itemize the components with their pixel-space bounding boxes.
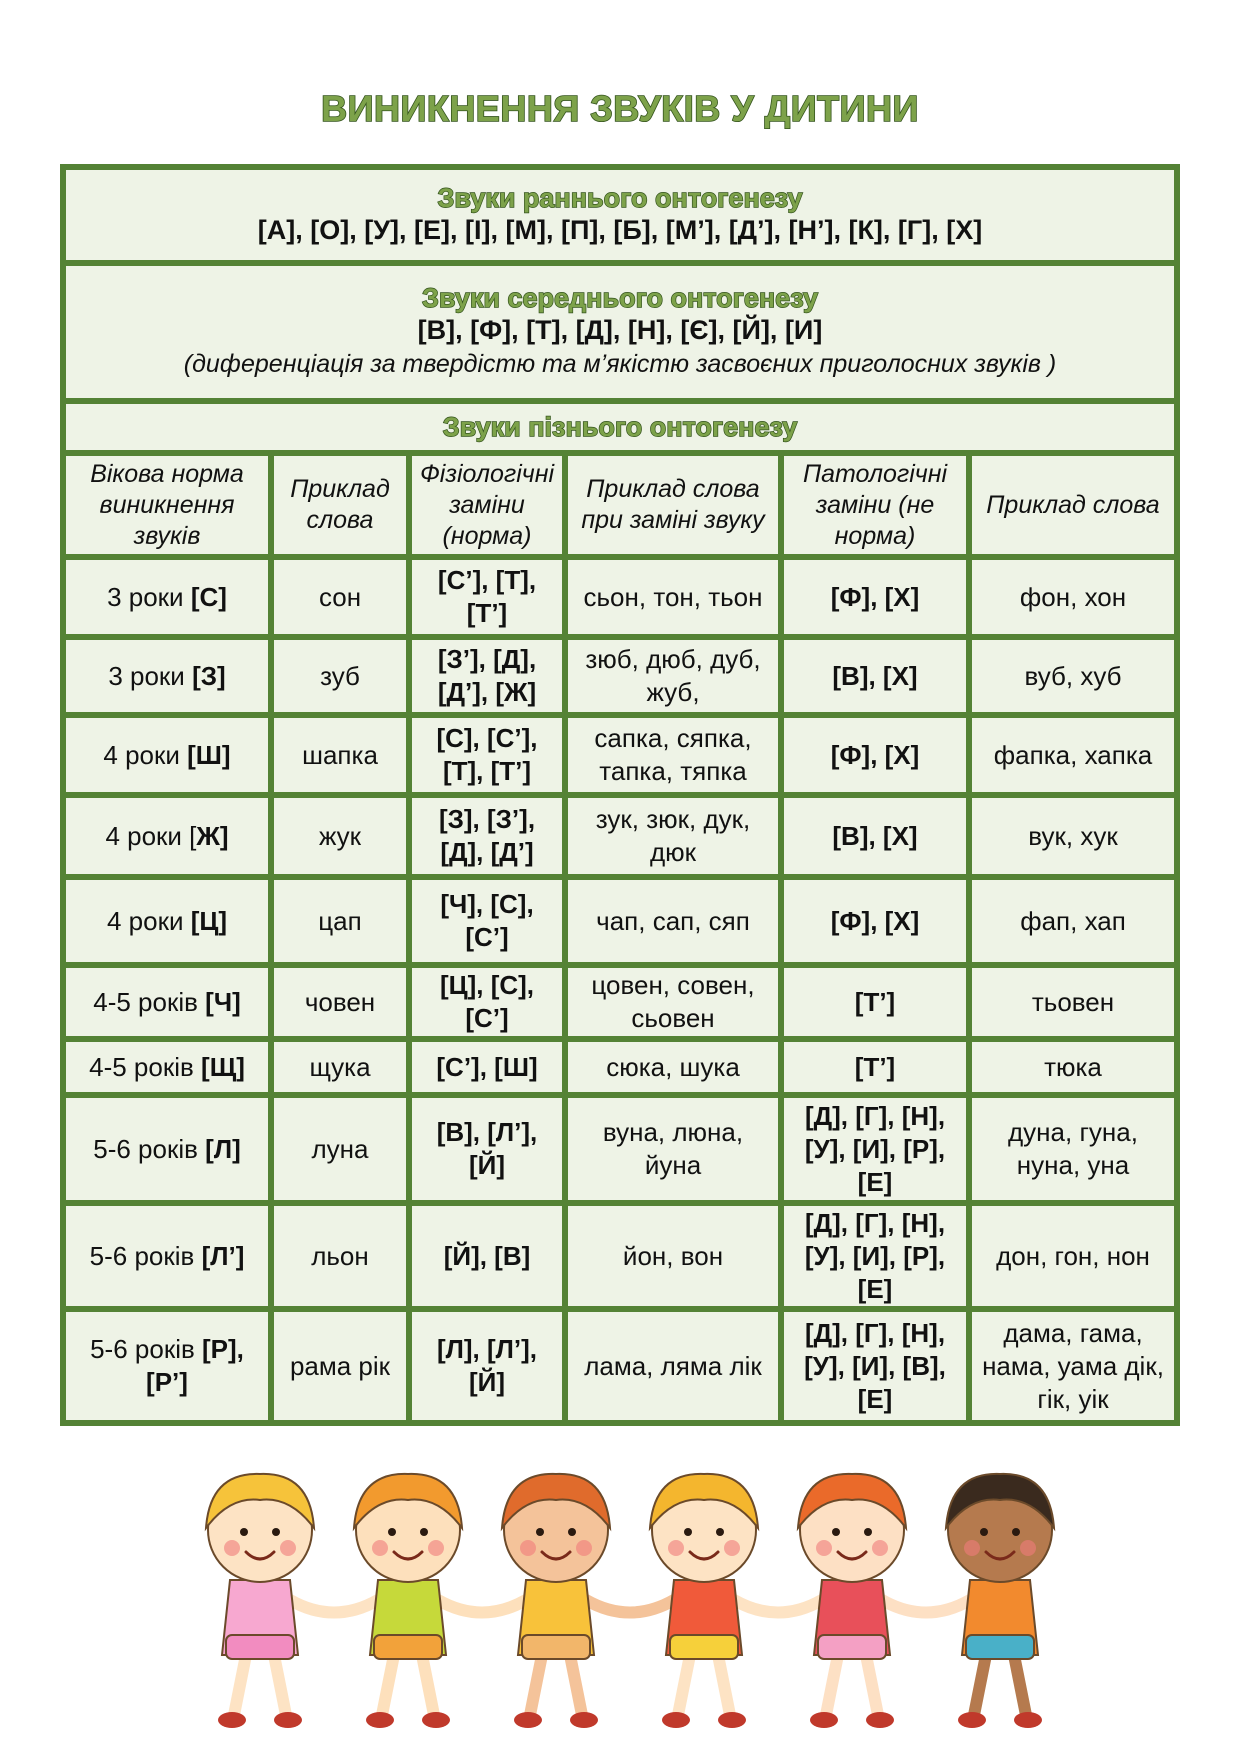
early-ontogenesis-block <box>66 170 1174 260</box>
physiological-substitution-cell: [В], [Л’], [Й] <box>412 1098 562 1200</box>
example-word-cell: зуб <box>274 640 406 712</box>
age-label: 5-6 років <box>90 1334 203 1364</box>
physiological-substitution-cell: [З’], [Д], [Д’], [Ж] <box>412 640 562 712</box>
pathological-substitution-cell: [В], [Х] <box>784 640 966 712</box>
age-label: 4-5 років <box>89 1051 202 1082</box>
pathological-example-cell: фапка, хапка <box>972 718 1174 792</box>
early-sounds: [А], [О], [У], [Е], [І], [М], [П], [Б], [М’], [Д’], [Н’], [К], [Г], [Х] <box>257 215 983 245</box>
age-label: 4-5 років <box>93 986 206 1017</box>
pathological-substitution-cell: [Ф], [Х] <box>784 560 966 634</box>
age-norm-cell <box>66 1042 268 1092</box>
children-holding-hands-illustration <box>185 1450 1075 1740</box>
age-norm-cell <box>66 640 268 712</box>
example-word-cell: рама рік <box>274 1312 406 1420</box>
physiological-example-cell: лама, ляма лік <box>568 1312 778 1420</box>
middle-sounds: [В], [Ф], [Т], [Д], [Н], [Є], [Й], [И] <box>417 315 823 345</box>
pathological-example-cell: дама, гама, нама, уама дік, гік, уік <box>972 1312 1174 1420</box>
physiological-example-cell: чап, сап, сяп <box>568 880 778 962</box>
target-sound: Ж] <box>196 820 229 851</box>
physiological-substitution-cell: [Й], [В] <box>412 1206 562 1306</box>
page-title: ВИНИКНЕННЯ ЗВУКІВ У ДИТИНИ <box>321 88 919 129</box>
example-word-cell: щука <box>274 1042 406 1092</box>
age-norm-cell <box>66 1206 268 1306</box>
age-norm-cell <box>66 1098 268 1200</box>
target-sound: [Ц] <box>190 905 228 936</box>
physiological-example-cell: зюб, дюб, дуб, жуб, <box>568 640 778 712</box>
physiological-example-cell: сюка, шука <box>568 1042 778 1092</box>
early-heading: Звуки раннього онтогенезу <box>437 183 803 213</box>
pathological-example-cell: дон, гон, нон <box>972 1206 1174 1306</box>
pathological-substitution-cell: [В], [Х] <box>784 798 966 874</box>
target-sound: [З] <box>192 660 226 691</box>
middle-ontogenesis-block <box>66 266 1174 398</box>
pathological-example-cell: фон, хон <box>972 560 1174 634</box>
pathological-example-cell: дуна, гуна, нуна, уна <box>972 1098 1174 1200</box>
target-sound: [Щ] <box>201 1051 245 1082</box>
pathological-substitution-cell: [Т’] <box>784 1042 966 1092</box>
physiological-substitution-cell: [С’], [Т], [Т’] <box>412 560 562 634</box>
target-sound: [Ш] <box>187 739 231 770</box>
age-label: 5-6 років <box>89 1240 202 1271</box>
target-sound: [Л’] <box>201 1240 245 1271</box>
middle-heading: Звуки середнього онтогенезу <box>422 283 818 313</box>
pathological-example-cell: фап, хап <box>972 880 1174 962</box>
pathological-substitution-cell: [Ф], [Х] <box>784 718 966 792</box>
age-label: 3 роки <box>107 581 191 612</box>
column-header: Патологічні заміни (не норма) <box>784 456 966 554</box>
late-ontogenesis-heading-block <box>66 404 1174 450</box>
physiological-example-cell: йон, вон <box>568 1206 778 1306</box>
target-sound: [С] <box>190 581 227 612</box>
example-word-cell: човен <box>274 968 406 1036</box>
age-label: 5-6 років <box>93 1133 206 1164</box>
pathological-example-cell: вуб, хуб <box>972 640 1174 712</box>
target-sound: [Ч] <box>205 986 241 1017</box>
physiological-substitution-cell: [Ц], [С], [С’] <box>412 968 562 1036</box>
example-word-cell: льон <box>274 1206 406 1306</box>
age-label: 4 роки <box>103 739 188 770</box>
column-header: Вікова норма виникнення звуків <box>66 456 268 554</box>
physiological-example-cell: зук, зюк, дук, дюк <box>568 798 778 874</box>
age-norm-cell <box>66 880 268 962</box>
example-word-cell: жук <box>274 798 406 874</box>
sounds-table <box>60 164 1180 1426</box>
pathological-substitution-cell: [Д], [Г], [Н], [У], [И], [Р], [Е] <box>784 1098 966 1200</box>
target-sound: [Р], [Р’] <box>146 1334 252 1397</box>
age-norm-cell <box>66 718 268 792</box>
example-word-cell: сон <box>274 560 406 634</box>
example-word-cell: цап <box>274 880 406 962</box>
physiological-substitution-cell: [Л], [Л’], [Й] <box>412 1312 562 1420</box>
column-header: Приклад слова <box>274 456 406 554</box>
physiological-example-cell: сьон, тон, тьон <box>568 560 778 634</box>
pathological-example-cell: вук, хук <box>972 798 1174 874</box>
physiological-example-cell: цовен, совен, сьовен <box>568 968 778 1036</box>
physiological-substitution-cell: [З], [З’], [Д], [Д’] <box>412 798 562 874</box>
pathological-substitution-cell: [Ф], [Х] <box>784 880 966 962</box>
physiological-substitution-cell: [Ч], [С], [С’] <box>412 880 562 962</box>
pathological-substitution-cell: [Д], [Г], [Н], [У], [И], [Р], [Е] <box>784 1206 966 1306</box>
age-norm-cell <box>66 798 268 874</box>
pathological-substitution-cell: [Т’] <box>784 968 966 1036</box>
physiological-substitution-cell: [С’], [Ш] <box>412 1042 562 1092</box>
pathological-example-cell: тьовен <box>972 968 1174 1036</box>
example-word-cell: луна <box>274 1098 406 1200</box>
pathological-example-cell: тюка <box>972 1042 1174 1092</box>
target-sound: [Л] <box>205 1133 241 1164</box>
age-label: 4 роки [ <box>105 820 197 851</box>
age-label: 3 роки <box>108 660 193 691</box>
middle-note: (диференціація за твердістю та м’якістю засвоєних приголосних звуків ) <box>183 350 1057 378</box>
example-word-cell: шапка <box>274 718 406 792</box>
column-header: Приклад слова при заміні звуку <box>568 456 778 554</box>
physiological-example-cell: вуна, люна, йуна <box>568 1098 778 1200</box>
late-heading: Звуки пізнього онтогенезу <box>442 412 798 442</box>
physiological-example-cell: сапка, сяпка, тапка, тяпка <box>568 718 778 792</box>
age-label: 4 роки <box>106 905 191 936</box>
age-norm-cell <box>66 560 268 634</box>
column-header: Приклад слова <box>972 456 1174 554</box>
age-norm-cell <box>66 1312 268 1420</box>
column-header: Фізіологічні заміни (норма) <box>412 456 562 554</box>
age-norm-cell <box>66 968 268 1036</box>
pathological-substitution-cell: [Д], [Г], [Н], [У], [И], [В], [Е] <box>784 1312 966 1420</box>
physiological-substitution-cell: [С], [С’], [Т], [Т’] <box>412 718 562 792</box>
